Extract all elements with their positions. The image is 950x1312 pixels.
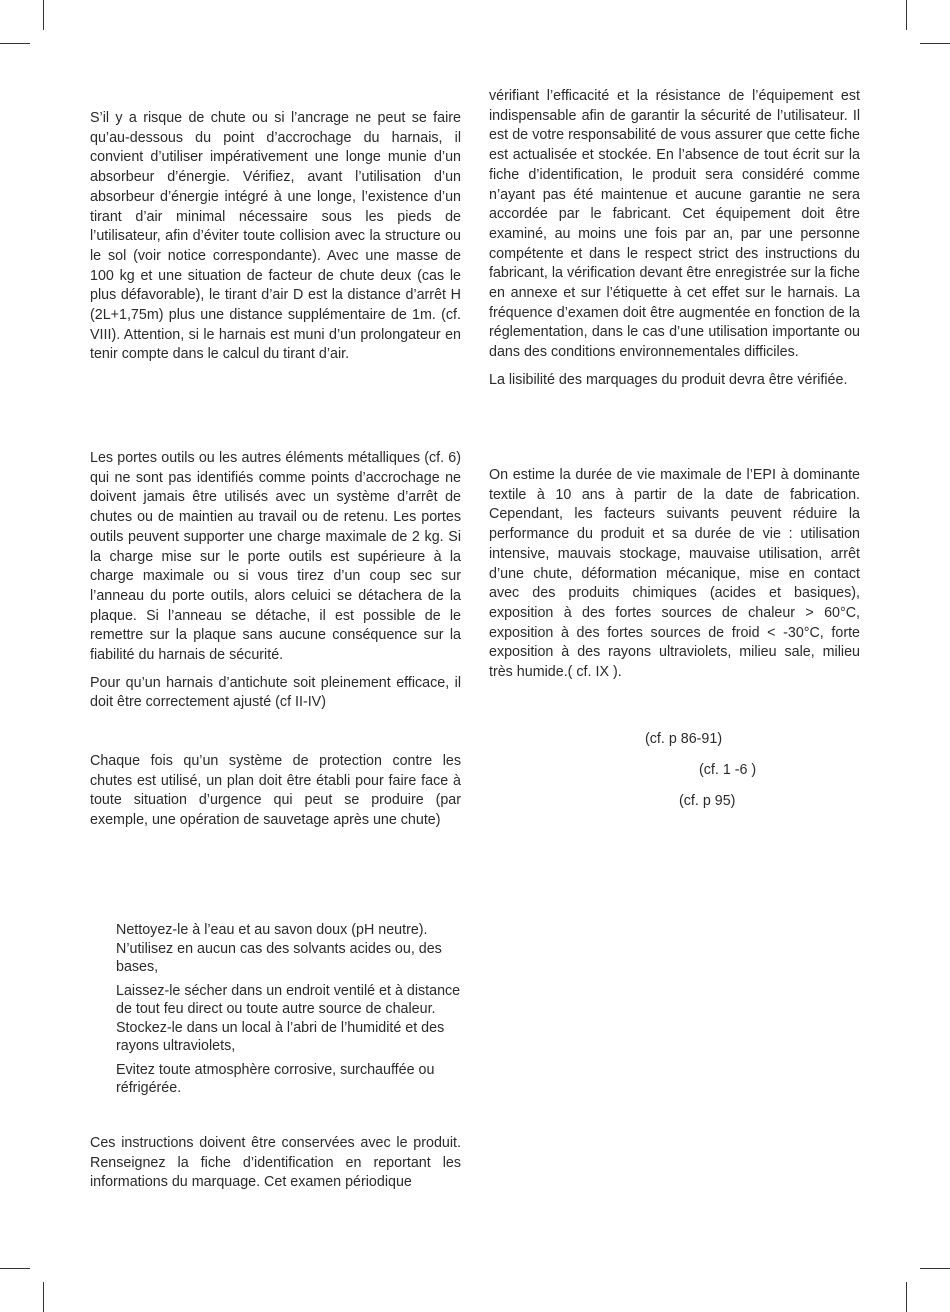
crop-mark xyxy=(906,0,907,30)
crop-mark xyxy=(920,1268,950,1269)
crop-mark xyxy=(43,1282,44,1312)
paragraph: vérifiant l’efficacité et la résistance de l’équipement est indispensable afin de garantir la sécurité de l’utilisateur. Il est de votre responsabilité de vous assurer que cette fiche est actualisée et stockée. En l’absence de tout écrit sur la fiche d’identification, le produit sera considéré comme n’ayant pas été maintenue et aucune garantie ne sera accordée par le fabricant. Cet équipement doit être examiné, au moins une fois par an, par une personne compétente et dans le respect strict des instructions du fabricant, la vérification devant être enregistrée sur la fiche en annexe et sur l’étiquette à cet effet sur le harnais. La fréquence d’examen doit être augmentée en fonction de la réglementation, dans le cas d’une utilisation importante ou dans des conditions environnementales difficiles. xyxy=(489,88,860,361)
reference-label: (cf. 1 -6 ) xyxy=(699,762,757,778)
crop-mark xyxy=(0,43,30,44)
left-section-fall-clearance xyxy=(90,109,461,365)
reference-label: (cf. p 86-91) xyxy=(645,731,723,747)
care-list xyxy=(90,921,461,1098)
crop-mark xyxy=(43,0,44,30)
list-item: Nettoyez-le à l’eau et au savon doux (pH neutre). N’utilisez en aucun cas des solvants acides ou, des bases, xyxy=(116,922,442,975)
paragraph: La lisibilité des marquages du produit devra être vérifiée. xyxy=(489,371,848,388)
left-section-maintenance xyxy=(90,921,461,1103)
paragraph: S’il y a risque de chute ou si l’ancrage ne peut se faire qu’au-dessous du point d’accrochage du harnais, il convient d’utiliser impérativement une longe munie d’un absorbeur d’énergie. Vérifiez, avant l’utilisation d’un absorbeur d’énergie intégré à une longe, l’existence d’un tirant d’air minimal nécessaire sous les pieds de l’utilisateur, afin d’éviter toute collision avec la structure ou le sol (voir notice correspondante). Avec une masse de 100 kg et une situation de facteur de chute deux (cas le plus défavorable), le tirant d’air D est la distance d’arrêt H (2L+1,75m) plus une distance supplémentaire de 1m. (cf. VIII). Attention, si le harnais est muni d’un prolongateur en tenir compte dans le calcul du tirant d’air. xyxy=(90,110,461,363)
list-item: Evitez toute atmosphère corrosive, surchauffée ou réfrigérée. xyxy=(116,1061,435,1096)
crop-mark xyxy=(906,1282,907,1312)
left-section-storage-instructions xyxy=(90,1134,461,1193)
crop-mark xyxy=(920,43,950,44)
reference-label: (cf. p 95) xyxy=(679,793,736,809)
paragraph: Pour qu’un harnais d’antichute soit pleinement efficace, il doit être correctement ajusté (cf II-IV) xyxy=(90,674,461,711)
right-section-lifespan xyxy=(489,466,860,683)
left-section-tool-holders xyxy=(90,449,461,713)
list-item: Laissez-le sécher dans un endroit ventilé et à distance de tout feu direct ou toute autre source de chaleur. Stockez-le dans un local à l’abri de l’humidité et des rayons ultraviolets, xyxy=(116,982,461,1054)
paragraph: Chaque fois qu’un système de protection contre les chutes est utilisé, un plan doit être établi pour faire face à toute situation d’urgence qui peut se produire (par exemple, une opération de sauvetage après une chute) xyxy=(90,753,461,829)
paragraph: Les portes outils ou les autres éléments métalliques (cf. 6) qui ne sont pas identifiés comme points d’accrochage ne doivent jamais être utilisés avec un système d’arrêt de chutes ou de maintien au travail ou de retenu. Les portes outils peuvent supporter une charge maximale de 2 kg. Si la charge mise sur le porte outils est supérieure à la charge maximale ou si vous tirez d’un coup sec sur l’anneau du porte outils, alors celuici se détachera de la plaque. Si l’anneau se détache, il est possible de le remettre sur la plaque sans aucune conséquence sur la fiabilité du harnais de sécurité. xyxy=(90,450,461,664)
right-section-periodic-exam xyxy=(489,87,860,391)
paragraph: Ces instructions doivent être conservées avec le produit. Renseignez la fiche d’identification en reportant les informations du marquage. Cet examen périodique xyxy=(90,1135,461,1191)
left-section-rescue-plan xyxy=(90,752,461,831)
paragraph: On estime la durée de vie maximale de l’EPI à dominante textile à 10 ans à partir de la date de fabrication. Cependant, les facteurs suivants peuvent réduire la performance du produit et sa durée de vie : utilisation intensive, mauvais stockage, mauvaise utilisation, arrêt d’une chute, déformation mécanique, mise en contact avec des produits chimiques (acides et basiques), exposition à des fortes sources de chaleur > 60°C, exposition à des fortes sources de froid < -30°C, forte exposition à des rayons ultraviolets, milieu sale, milieu très humide.( cf. IX ). xyxy=(489,467,860,681)
crop-mark xyxy=(0,1268,30,1269)
